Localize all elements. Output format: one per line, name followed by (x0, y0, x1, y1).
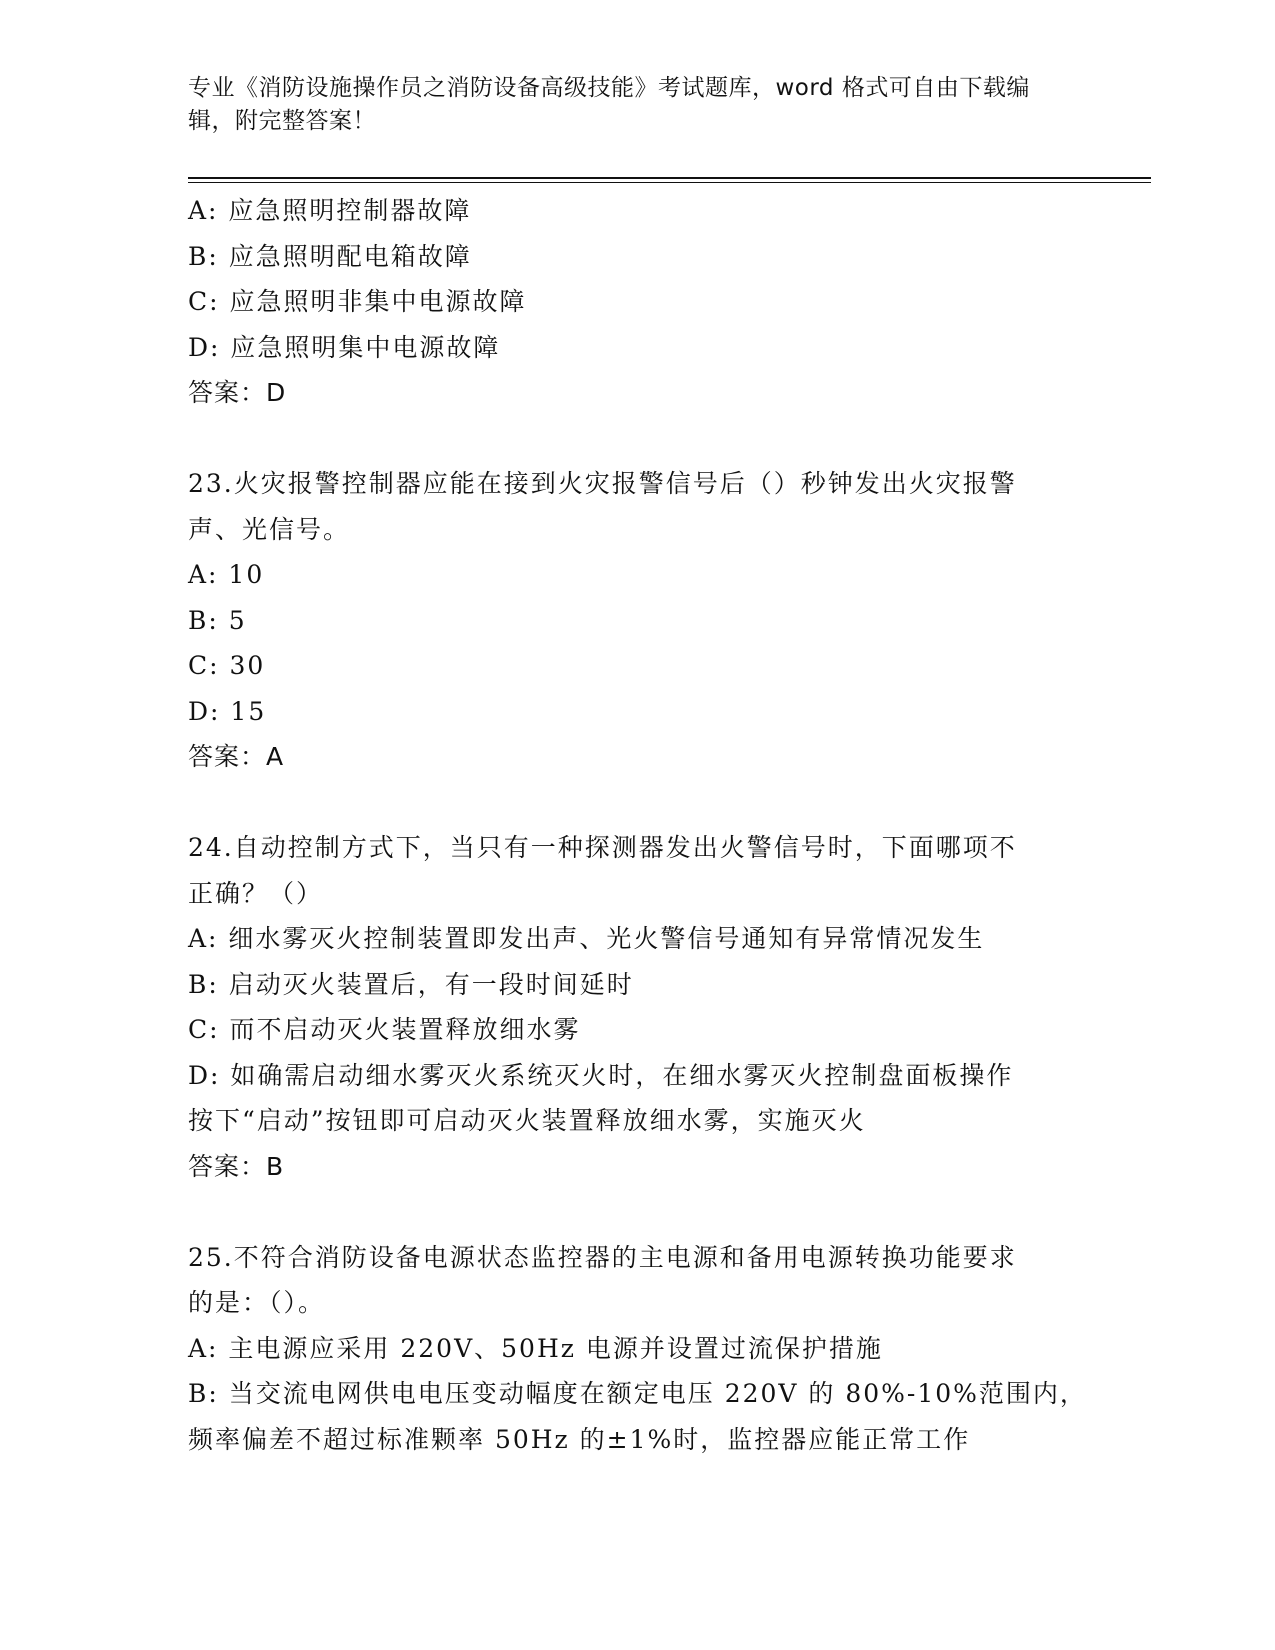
spacer (188, 780, 1088, 826)
q25-text-line-2: 的是：（）。 (188, 1288, 326, 1317)
q23-option-b: B: 5 (188, 605, 247, 635)
page-header (188, 72, 1068, 138)
header-line-1: 专业《消防设施操作员之消防设备高级技能》考试题库，word 格式可自由下载编 (188, 75, 1030, 101)
q24-option-a: A: 细水雾灭火控制装置即发出声、光火警信号通知有异常情况发生 (188, 924, 985, 953)
q25-option-b: B: 当交流电网供电电压变动幅度在额定电压 220V 的 80%-10%范围内， (188, 1379, 1087, 1408)
header-line-2: 辑，附完整答案！ (188, 108, 376, 134)
q25-option-b-continued: 频率偏差不超过标准颗率 50Hz 的±1%时，监控器应能正常工作 (188, 1424, 971, 1454)
spacer (188, 1189, 1088, 1235)
q24-option-c: C: 而不启动灭火装置释放细水雾 (188, 1015, 581, 1044)
q25-text-line-1: 25.不符合消防设备电源状态监控器的主电源和备用电源转换功能要求 (188, 1242, 1017, 1272)
prev-answer: 答案：D (188, 378, 287, 407)
q23-option-d: D: 15 (188, 696, 267, 726)
prev-option-b: B: 应急照明配电箱故障 (188, 241, 472, 271)
q24-text-line-2: 正确？（） (188, 878, 324, 908)
question-list (188, 188, 1088, 1462)
q23-option-c: C: 30 (188, 651, 266, 680)
prev-option-d: D: 应急照明集中电源故障 (188, 332, 501, 362)
q24-option-b: B: 启动灭火装置后，有一段时间延时 (188, 969, 634, 999)
spacer (188, 416, 1088, 462)
q24-option-d: D: 如确需启动细水雾灭火系统灭火时，在细水雾灭火控制盘面板操作 (188, 1060, 1014, 1090)
q24-text-line-1: 24.自动控制方式下，当只有一种探测器发出火警信号时，下面哪项不 (188, 833, 1017, 862)
prev-option-c: C: 应急照明非集中电源故障 (188, 287, 527, 316)
header-divider-thin (188, 182, 1151, 183)
q23-option-a: A: 10 (188, 560, 265, 589)
q23-answer: 答案：A (188, 742, 285, 771)
header-divider-thick (188, 177, 1151, 179)
prev-option-a: A: 应急照明控制器故障 (188, 196, 472, 225)
q23-text-line-1: 23.火灾报警控制器应能在接到火灾报警信号后（）秒钟发出火灾报警 (188, 469, 1017, 498)
q23-text-line-2: 声、光信号。 (188, 514, 351, 544)
q25-option-a: A: 主电源应采用 220V、50Hz 电源并设置过流保护措施 (188, 1333, 883, 1363)
q24-option-d-continued: 按下“启动”按钮即可启动灭火装置释放细水雾，实施灭火 (188, 1106, 866, 1135)
q24-answer: 答案：B (188, 1151, 285, 1181)
